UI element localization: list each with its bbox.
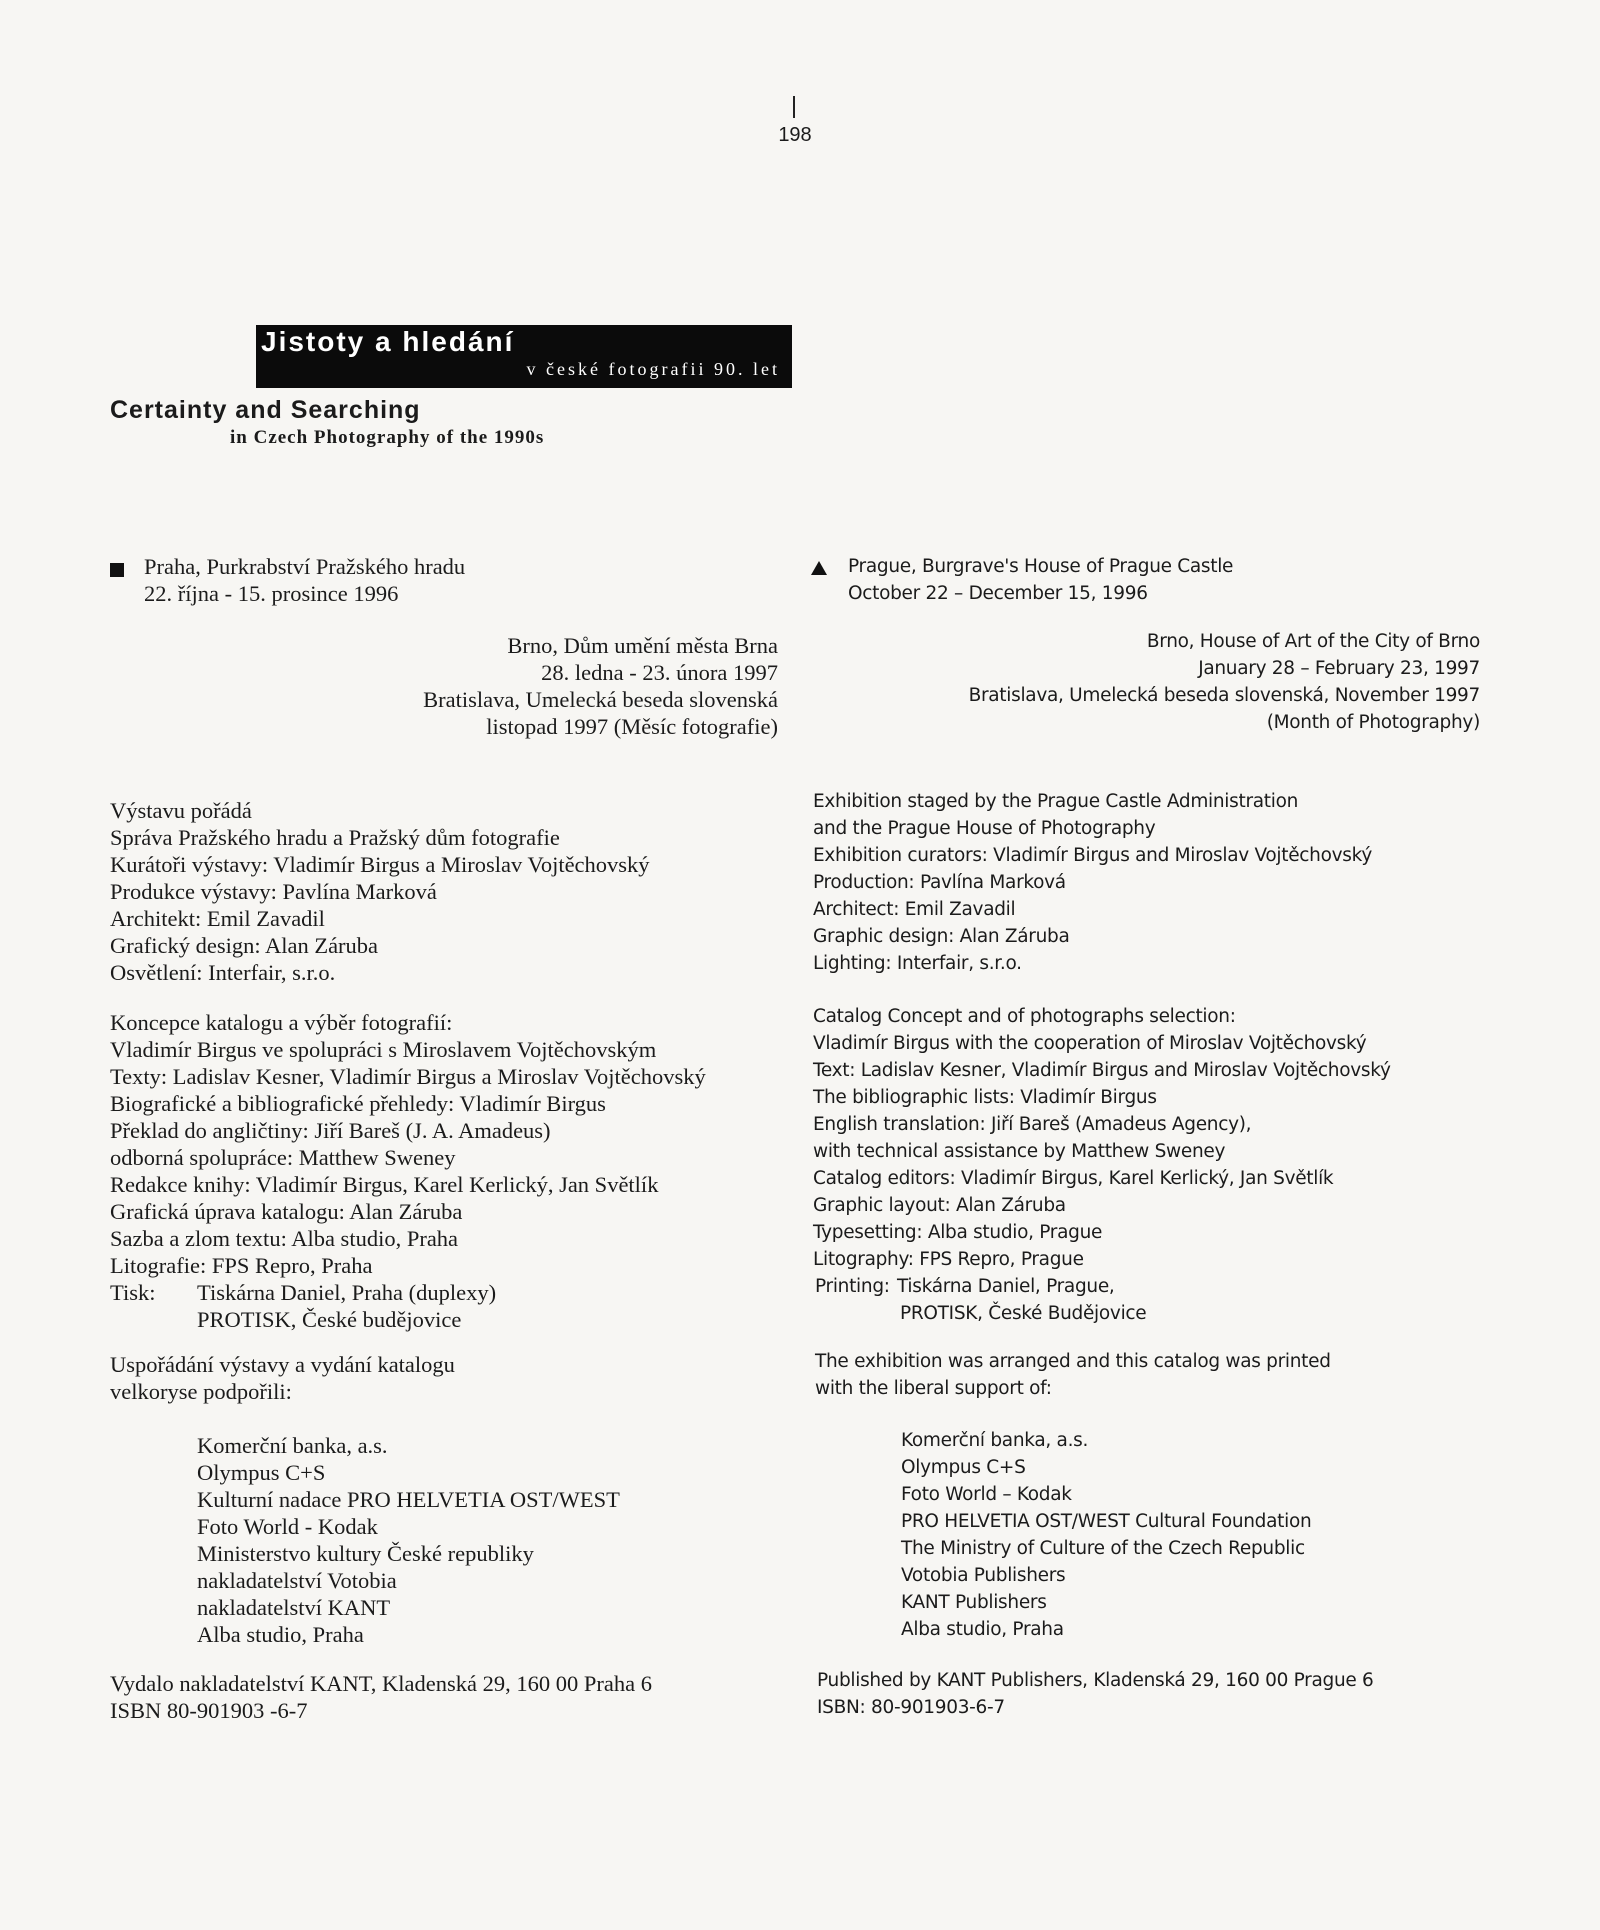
credit-en-line: Architect: Emil Zavadil bbox=[813, 899, 1016, 920]
catalog-cz-line: Litografie: FPS Repro, Praha bbox=[110, 1253, 373, 1278]
sponsor-en-item: Alba studio, Praha bbox=[901, 1619, 1064, 1640]
catalog-en-line: Catalog Concept and of photographs selection: bbox=[813, 1006, 1236, 1027]
venue-en-line: (Month of Photography) bbox=[1266, 712, 1480, 733]
isbn-en: ISBN: 80-901903-6-7 bbox=[817, 1697, 1005, 1718]
catalog-en-line: Vladimír Birgus with the cooperation of Miroslav Vojtěchovský bbox=[813, 1033, 1367, 1054]
venue-cz-line: 28. ledna - 23. února 1997 bbox=[541, 660, 778, 685]
page-number: 198 bbox=[778, 124, 812, 146]
venue-cz-line: Brno, Dům umění města Brna bbox=[507, 633, 778, 658]
print-en-row bbox=[813, 1273, 1391, 1327]
support-en-intro-line: with the liberal support of: bbox=[815, 1378, 1052, 1399]
sponsor-cz-item: Kulturní nadace PRO HELVETIA OST/WEST bbox=[197, 1487, 620, 1512]
credit-en-line: and the Prague House of Photography bbox=[813, 818, 1156, 839]
print-cz-line: Tiskárna Daniel, Praha (duplexy) bbox=[197, 1280, 497, 1305]
triangle-bullet-icon bbox=[811, 561, 827, 575]
venue-cz-line: 22. října - 15. prosince 1996 bbox=[144, 581, 399, 606]
support-cz-intro-line: Uspořádání výstavy a vydání katalogu bbox=[110, 1352, 455, 1377]
sponsor-en-item: The Ministry of Culture of the Czech Republic bbox=[901, 1538, 1305, 1559]
square-bullet-icon bbox=[110, 563, 124, 577]
sponsor-en-item: PRO HELVETIA OST/WEST Cultural Foundation bbox=[901, 1511, 1312, 1532]
sponsors-en-list bbox=[901, 1427, 1311, 1643]
catalog-en-line: Litography: FPS Repro, Prague bbox=[813, 1249, 1084, 1270]
credit-en-line: Exhibition curators: Vladimír Birgus and Miroslav Vojtěchovský bbox=[813, 845, 1373, 866]
subtitle-czech: v české fotografii 90. let bbox=[526, 359, 780, 379]
venue-en-line: Brno, House of Art of the City of Brno bbox=[1146, 631, 1480, 652]
catalog-en-line: with technical assistance by Matthew Sweney bbox=[813, 1141, 1226, 1162]
support-en-intro-line: The exhibition was arranged and this catalog was printed bbox=[815, 1351, 1331, 1372]
catalog-en-line: Text: Ladislav Kesner, Vladimír Birgus and Miroslav Vojtěchovský bbox=[813, 1060, 1391, 1081]
print-cz-label: Tisk: bbox=[110, 1280, 156, 1305]
catalog-cz-line: Sazba a zlom textu: Alba studio, Praha bbox=[110, 1226, 459, 1251]
sponsor-en-item: Foto World – Kodak bbox=[901, 1484, 1072, 1505]
publisher-en-line: Published by KANT Publishers, Kladenská 29, 160 00 Prague 6 bbox=[817, 1670, 1374, 1691]
print-cz-row bbox=[110, 1279, 706, 1333]
sponsor-cz-item: Komerční banka, a.s. bbox=[197, 1433, 388, 1458]
venue-en-line: October 22 – December 15, 1996 bbox=[848, 583, 1148, 604]
credit-en-line: Production: Pavlína Marková bbox=[813, 872, 1066, 893]
credit-en-line: Graphic design: Alan Záruba bbox=[813, 926, 1070, 947]
print-en-line: Tiskárna Daniel, Prague, bbox=[897, 1276, 1115, 1297]
title-english: Certainty and Searching bbox=[110, 396, 421, 424]
subtitle-english: in Czech Photography of the 1990s bbox=[230, 427, 545, 448]
catalog-en-line: The bibliographic lists: Vladimír Birgus bbox=[813, 1087, 1157, 1108]
sponsors-cz-list bbox=[197, 1432, 620, 1648]
credit-cz-line: Produkce výstavy: Pavlína Marková bbox=[110, 879, 437, 904]
sponsor-cz-item: Alba studio, Praha bbox=[197, 1622, 364, 1647]
publisher-cz bbox=[110, 1670, 652, 1724]
sponsor-cz-item: Olympus C+S bbox=[197, 1460, 326, 1485]
sponsor-en-item: Votobia Publishers bbox=[901, 1565, 1066, 1586]
venue-en-line: January 28 – February 23, 1997 bbox=[1198, 658, 1480, 679]
sponsor-cz-item: nakladatelství Votobia bbox=[197, 1568, 397, 1593]
catalog-cz-block bbox=[110, 1009, 706, 1333]
credit-cz-line: Správa Pražského hradu a Pražský dům fotografie bbox=[110, 825, 560, 850]
catalog-en-block bbox=[813, 1003, 1391, 1327]
publisher-en bbox=[817, 1667, 1374, 1721]
catalog-cz-line: Grafická úprava katalogu: Alan Záruba bbox=[110, 1199, 463, 1224]
publisher-cz-line: Vydalo nakladatelství KANT, Kladenská 29, 160 00 Praha 6 bbox=[110, 1671, 652, 1696]
sponsor-cz-item: nakladatelství KANT bbox=[197, 1595, 391, 1620]
venue-en-line: Bratislava, Umelecká beseda slovenská, November 1997 bbox=[968, 685, 1480, 706]
support-en-intro bbox=[815, 1348, 1331, 1402]
venue-cz-line: Praha, Purkrabství Pražského hradu bbox=[144, 554, 466, 579]
credit-cz-line: Kurátoři výstavy: Vladimír Birgus a Miroslav Vojtěchovský bbox=[110, 852, 650, 877]
catalog-en-line: Catalog editors: Vladimír Birgus, Karel Kerlický, Jan Světlík bbox=[813, 1168, 1334, 1189]
sponsor-cz-item: Foto World - Kodak bbox=[197, 1514, 378, 1539]
credit-cz-line: Architekt: Emil Zavadil bbox=[110, 906, 325, 931]
catalog-en-line: Graphic layout: Alan Záruba bbox=[813, 1195, 1066, 1216]
sponsor-en-item: KANT Publishers bbox=[901, 1592, 1047, 1613]
support-cz-intro bbox=[110, 1351, 455, 1405]
credit-en-line: Lighting: Interfair, s.r.o. bbox=[813, 953, 1022, 974]
print-cz-line: PROTISK, České budějovice bbox=[197, 1307, 462, 1332]
credits-cz-block bbox=[110, 797, 650, 986]
catalog-cz-line: Biografické a bibliografické přehledy: Vladimír Birgus bbox=[110, 1091, 606, 1116]
sponsor-cz-item: Ministerstvo kultury České republiky bbox=[197, 1541, 534, 1566]
title-banner bbox=[256, 325, 792, 388]
sponsor-en-item: Komerční banka, a.s. bbox=[901, 1430, 1089, 1451]
catalog-en-line: Typesetting: Alba studio, Prague bbox=[813, 1222, 1103, 1243]
catalog-cz-line: Překlad do angličtiny: Jiří Bareš (J. A. Amadeus) bbox=[110, 1118, 551, 1143]
title-czech: Jistoty a hledání bbox=[261, 326, 515, 357]
print-en-label: Printing: bbox=[815, 1276, 890, 1297]
credit-cz-line: Výstavu pořádá bbox=[110, 798, 252, 823]
catalog-cz-line: Koncepce katalogu a výběr fotografií: bbox=[110, 1010, 453, 1035]
catalog-cz-line: Texty: Ladislav Kesner, Vladimír Birgus a Miroslav Vojtěchovský bbox=[110, 1064, 706, 1089]
catalog-cz-line: Vladimír Birgus ve spolupráci s Miroslavem Vojtěchovským bbox=[110, 1037, 657, 1062]
support-cz-intro-line: velkoryse podpořili: bbox=[110, 1379, 292, 1404]
venue-cz-line: Bratislava, Umelecká beseda slovenská bbox=[423, 687, 778, 712]
isbn-cz: ISBN 80-901903 -6-7 bbox=[110, 1698, 308, 1723]
venue-cz-line: listopad 1997 (Měsíc fotografie) bbox=[486, 714, 778, 739]
page-tick-mark bbox=[793, 96, 795, 118]
catalog-cz-line: Redakce knihy: Vladimír Birgus, Karel Kerlický, Jan Světlík bbox=[110, 1172, 659, 1197]
venue-en-line: Prague, Burgrave's House of Prague Castle bbox=[848, 556, 1234, 577]
credit-cz-line: Grafický design: Alan Záruba bbox=[110, 933, 379, 958]
catalog-en-line: English translation: Jiří Bareš (Amadeus Agency), bbox=[813, 1114, 1252, 1135]
catalog-cz-line: odborná spolupráce: Matthew Sweney bbox=[110, 1145, 456, 1170]
print-en-line: PROTISK, České Budějovice bbox=[900, 1303, 1147, 1324]
credit-cz-line: Osvětlení: Interfair, s.r.o. bbox=[110, 960, 336, 985]
credits-en-block bbox=[813, 788, 1372, 977]
credit-en-line: Exhibition staged by the Prague Castle Administration bbox=[813, 791, 1299, 812]
sponsor-en-item: Olympus C+S bbox=[901, 1457, 1026, 1478]
